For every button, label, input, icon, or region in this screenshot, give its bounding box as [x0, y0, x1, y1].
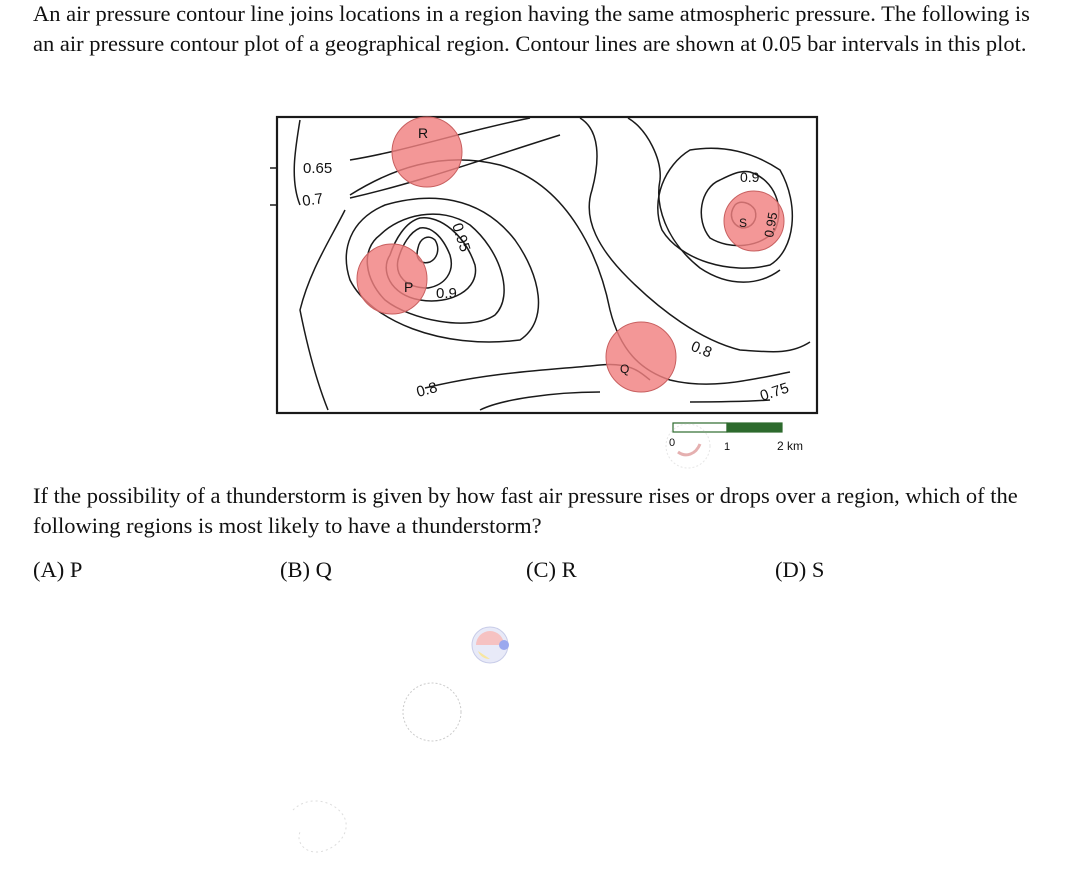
map-frame: [277, 117, 817, 413]
contour-map: [270, 110, 820, 455]
scale-label-0: 0: [669, 437, 676, 449]
region-label-s: S: [739, 216, 748, 230]
contour-label: 0.95: [448, 220, 474, 255]
region-label-q: Q: [620, 362, 630, 376]
contour-line: [294, 120, 300, 205]
contour-label: 0.65: [303, 160, 333, 177]
region-p-circle: [357, 244, 427, 314]
watermark-scribble: [283, 790, 363, 865]
contour-line: [690, 400, 770, 402]
watermark-logo: [466, 621, 516, 671]
scale-label-1: 1: [724, 441, 731, 453]
contour-label: 0.8: [688, 337, 715, 362]
contour-label: 0.9: [740, 169, 760, 185]
region-q-circle: [606, 322, 676, 392]
region-label-r: R: [418, 125, 429, 141]
contour-label: 0.9: [436, 285, 457, 302]
watermark-seal: [398, 678, 466, 746]
contour-line: [480, 392, 600, 410]
scale-label-2: 2 km: [777, 439, 804, 453]
region-label-p: P: [404, 279, 414, 295]
question-prompt: If the possibility of a thunderstorm is given by how fast air pressure rises or drops over a region, which of the following regions is most likely to have a thunderstorm?: [33, 483, 1018, 538]
option-c[interactable]: (C) R: [526, 557, 577, 582]
contour-label: 0.75: [757, 379, 792, 405]
question-intro: An air pressure contour line joins locations in a region having the same atmospheric pressure. The following is an air pressure contour plot of a geographical region. Contour lines are shown at 0.05 bar intervals in this plot.: [33, 1, 1030, 56]
option-b[interactable]: (B) Q: [280, 557, 332, 582]
contour-label: 0.95: [761, 210, 781, 239]
contour-line: [300, 210, 345, 410]
contour-label: 0.8: [414, 379, 440, 401]
watermark-seal-small: [650, 418, 740, 478]
option-d[interactable]: (D) S: [775, 557, 825, 582]
contour-label: 0.7: [301, 190, 325, 210]
option-a[interactable]: (A) P: [33, 557, 83, 582]
